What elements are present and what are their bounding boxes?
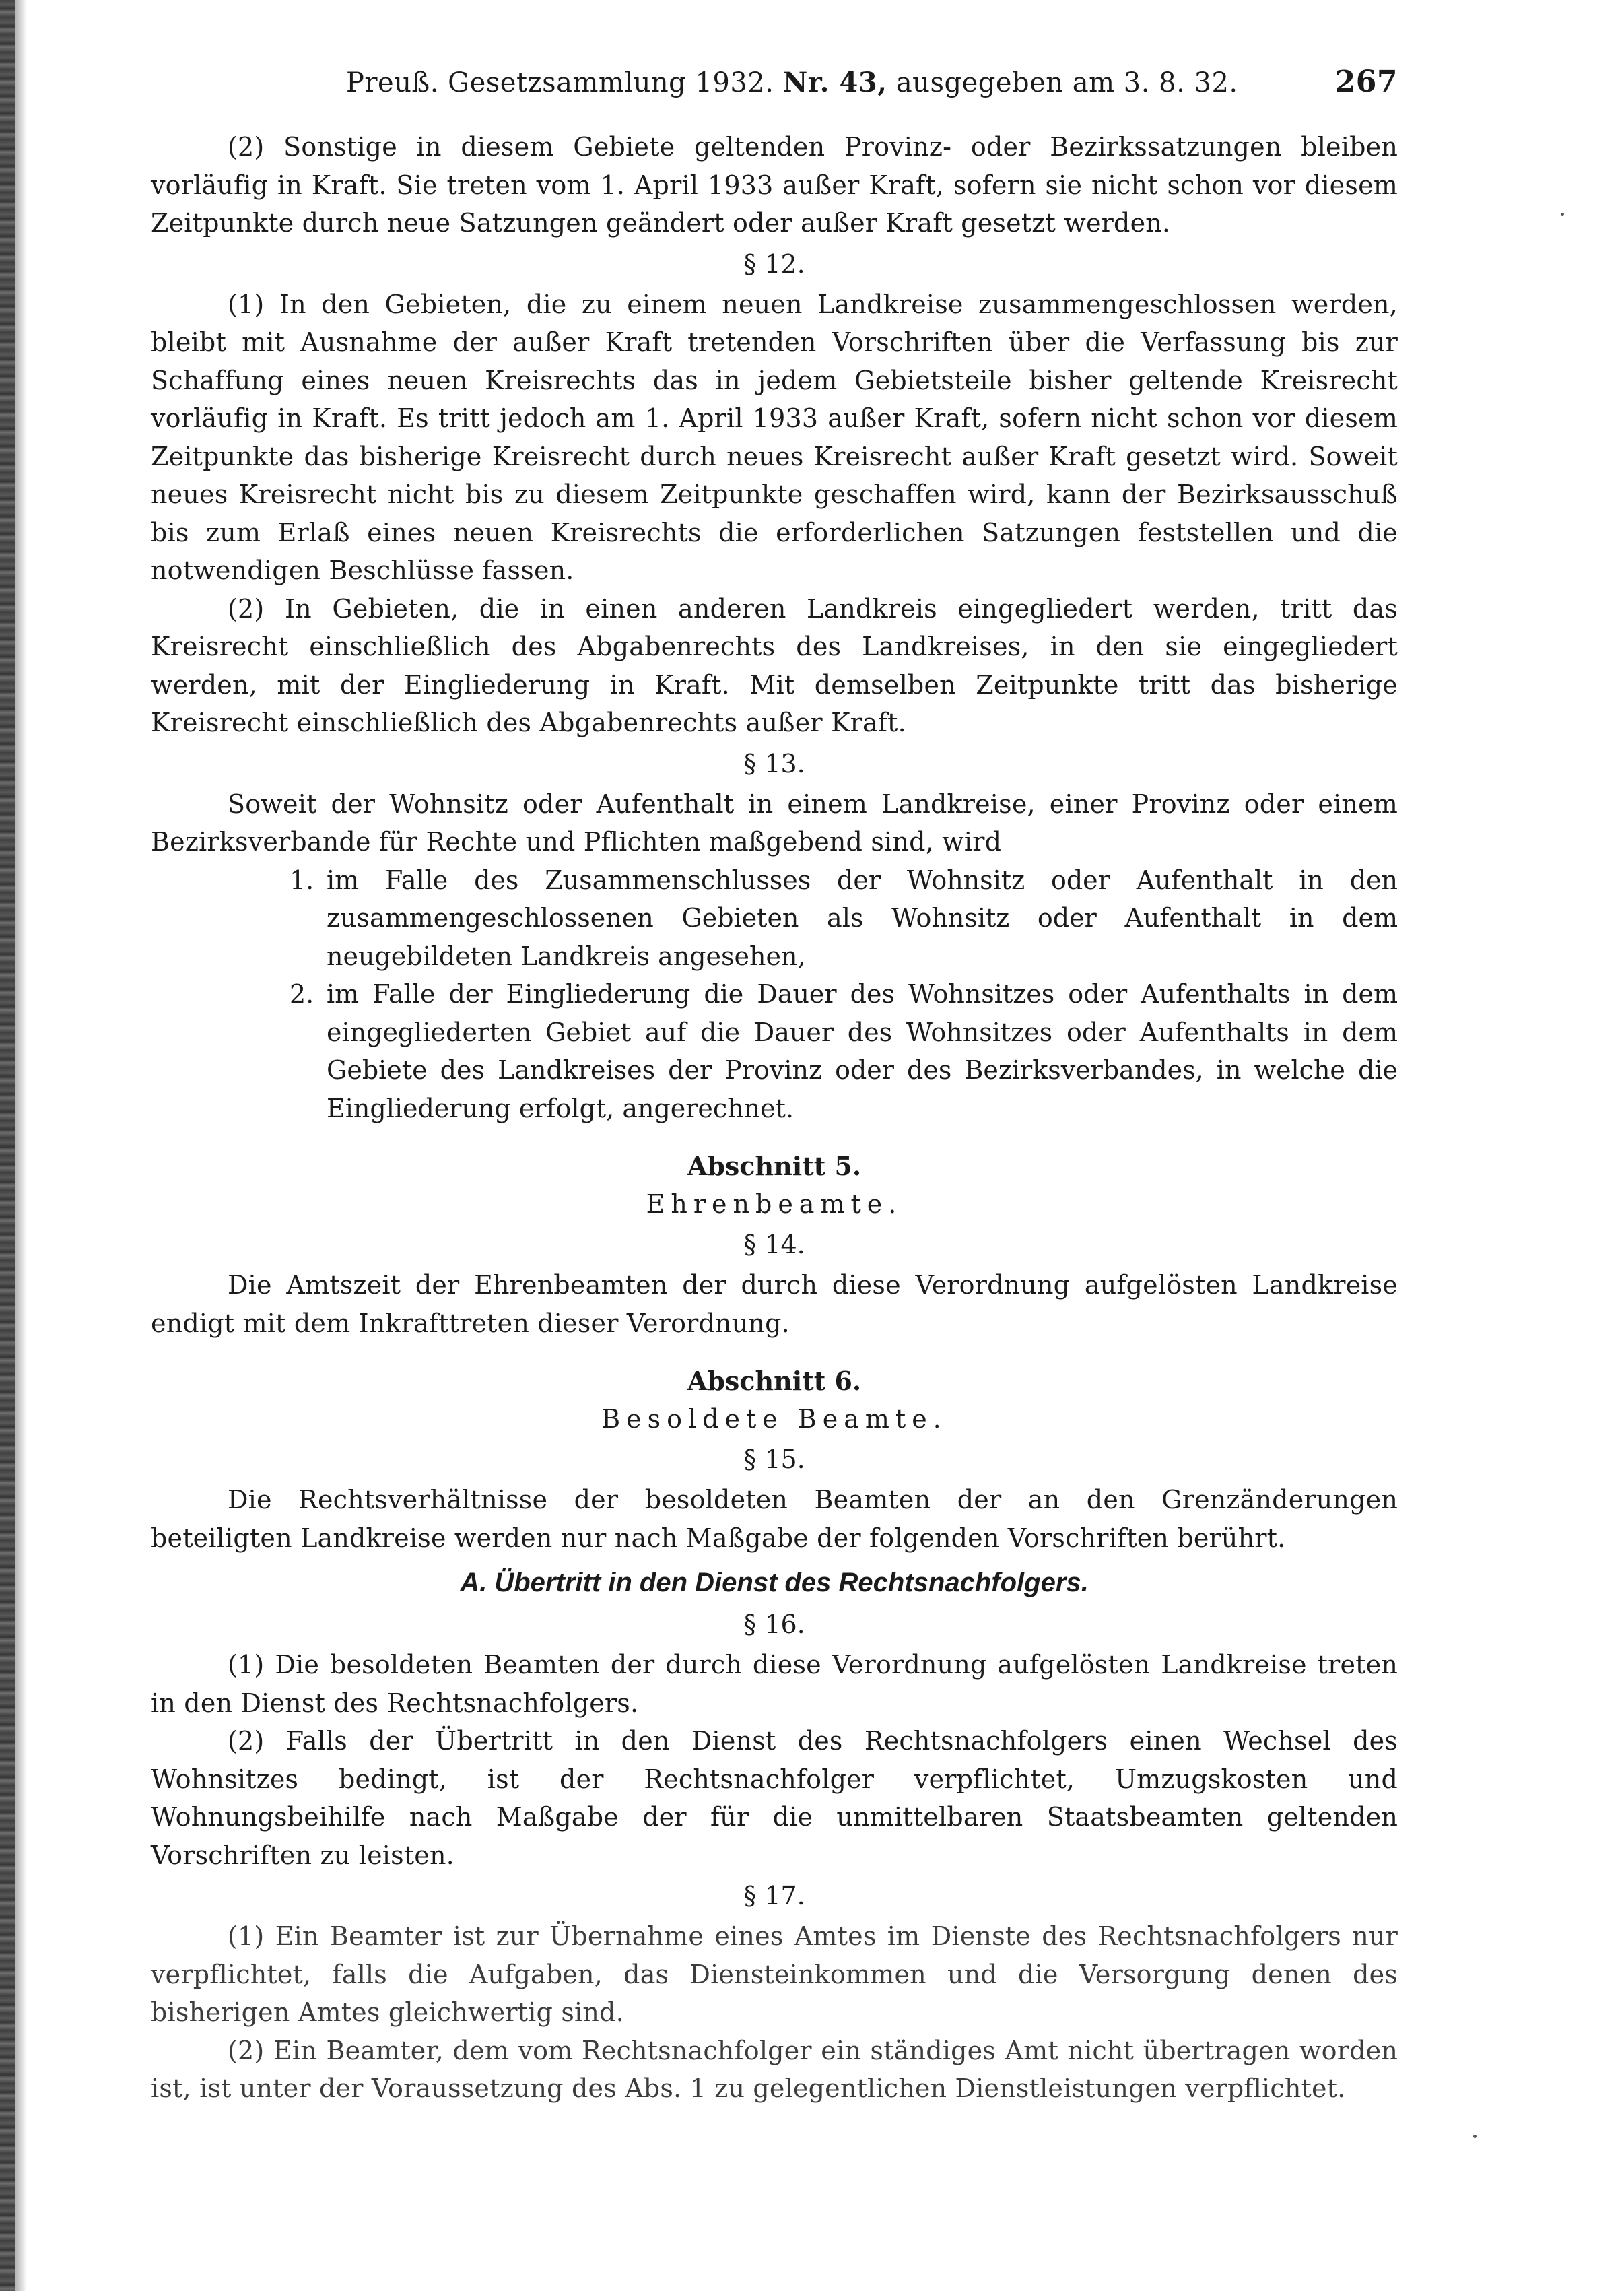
abschnitt-5-heading: Abschnitt 5. xyxy=(687,1151,862,1181)
scan-binding-edge xyxy=(0,0,15,2291)
header-text xyxy=(346,67,1238,98)
abschnitt-5-title: Ehrenbeamte. xyxy=(646,1189,903,1219)
section-16-heading: § 16. xyxy=(743,1609,805,1639)
header-issued-date: ausgegeben am 3. 8. 32. xyxy=(895,67,1238,98)
abschnitt-6-heading: Abschnitt 6. xyxy=(687,1366,862,1396)
paragraph-15: Die Rechtsverhältnisse der besoldeten Beamten der an den Grenzänderungen beteiligten Landkreise werden nur nach Maßgabe der folgenden Vorschriften berührt. xyxy=(151,1485,1398,1553)
list-item-number: 2. xyxy=(290,979,314,1009)
list-item xyxy=(290,975,1398,1127)
section-13-list xyxy=(290,861,1398,1128)
paragraph-17-1: (1) Ein Beamter ist zur Übernahme eines Amtes im Dienste des Rechtsnachfolgers nur verpflichtet, falls die Aufgaben, das Diensteinkommen und die Versorgung denen des bisherigen Amtes gleichwertig sind. xyxy=(151,1921,1398,2027)
header-issue: Nr. 43, xyxy=(782,67,887,98)
running-header xyxy=(151,65,1398,105)
list-item-text: im Falle des Zusammenschlusses der Wohnsitz oder Aufenthalt in den zusammengeschlossenen Gebieten als Wohnsitz oder Aufenthalt in dem neugebildeten Landkreis angesehen, xyxy=(327,865,1398,971)
scan-binding-shadow xyxy=(15,0,27,2291)
paragraph-13-intro: Soweit der Wohnsitz oder Aufenthalt in einem Landkreise, einer Provinz oder einem Bezirksverbande für Rechte und Pflichten maßgebend sind, wird xyxy=(151,789,1398,857)
list-item-number: 1. xyxy=(290,865,314,895)
paragraph-14: Die Amtszeit der Ehrenbeamten der durch diese Verordnung aufgelösten Landkreise endigt mit dem Inkrafttreten dieser Verordnung. xyxy=(151,1270,1398,1338)
paragraph-11-2: (2) Sonstige in diesem Gebiete geltenden Provinz- oder Bezirkssatzungen bleiben vorläufig in Kraft. Sie treten vom 1. April 1933 außer Kraft, sofern sie nicht schon vor diesem Zeitpunkte durch neue Satzungen geändert oder außer Kraft gesetzt werden. xyxy=(151,132,1398,238)
paragraph-16-1: (1) Die besoldeten Beamten der durch diese Verordnung aufgelösten Landkreise treten in den Dienst des Rechtsnachfolgers. xyxy=(151,1650,1398,1718)
page-number: 267 xyxy=(1334,65,1398,99)
abschnitt-6-title: Besoldete Beamte. xyxy=(601,1404,947,1434)
list-item xyxy=(290,861,1398,976)
paragraph-12-1: (1) In den Gebieten, die zu einem neuen Landkreise zusammengeschlossen werden, bleibt mit Ausnahme der außer Kraft tretenden Vorschriften über die Verfassung bis zur Schaffung eines neuen Kreisrechts das in jedem Gebietsteile bisher geltende Kreisrecht vorläufig in Kraft. Es tritt jedoch am 1. April 1933 außer Kraft, sofern nicht schon vor diesem Zeitpunkte das bisherige Kreisrecht durch neues Kreisrecht außer Kraft gesetzt wird. Soweit neues Kreisrecht nicht bis zu diesem Zeitpunkte geschaffen wird, kann der Bezirksausschuß bis zum Erlaß eines neuen Kreisrechts die erforderlichen Satzungen feststellen und die notwendigen Beschlüsse fassen. xyxy=(151,289,1398,585)
section-12-heading: § 12. xyxy=(743,248,805,279)
scan-speck xyxy=(1561,213,1564,216)
section-15-heading: § 15. xyxy=(743,1445,805,1474)
header-title: Preuß. Gesetzsammlung 1932. xyxy=(346,67,774,98)
paragraph-12-2: (2) In Gebieten, die in einen anderen Landkreis eingegliedert werden, tritt das Kreisrecht einschließlich des Abgabenrechts des Landkreises, in den sie eingegliedert werden, mit der Eingliederung in Kraft. Mit demselben Zeitpunkte tritt das bisherige Kreisrecht einschließlich des Abgabenrechts außer Kraft. xyxy=(151,593,1398,737)
section-17-heading: § 17. xyxy=(743,1881,805,1911)
section-14-heading: § 14. xyxy=(743,1230,805,1259)
scan-speck xyxy=(1473,2135,1477,2138)
section-13-heading: § 13. xyxy=(743,748,805,778)
paragraph-16-2: (2) Falls der Übertritt in den Dienst des Rechtsnachfolgers einen Wechsel des Wohnsitzes bedingt, ist der Rechtsnachfolger verpflichtet, Umzugskosten und Wohnungsbeihilfe nach Maßgabe der für die unmittelbaren Staatsbeamten geltenden Vorschriften zu leisten. xyxy=(151,1726,1398,1870)
subsection-a-heading: A. Übertritt in den Dienst des Rechtsnachfolgers. xyxy=(460,1568,1089,1597)
list-item-text: im Falle der Eingliederung die Dauer des Wohnsitzes oder Aufenthalts in dem eingegliederten Gebiet auf die Dauer des Wohnsitzes oder Aufenthalts in dem Gebiete des Landkreises der Provinz oder des Bezirksverbandes, in welche die Eingliederung erfolgt, angerechnet. xyxy=(327,979,1398,1123)
document-page xyxy=(151,65,1398,2108)
paragraph-17-2: (2) Ein Beamter, dem vom Rechtsnachfolger ein ständiges Amt nicht übertragen worden ist, ist unter der Voraussetzung des Abs. 1 zu gelegentlichen Dienstleistungen verpflichtet. xyxy=(151,2035,1398,2103)
